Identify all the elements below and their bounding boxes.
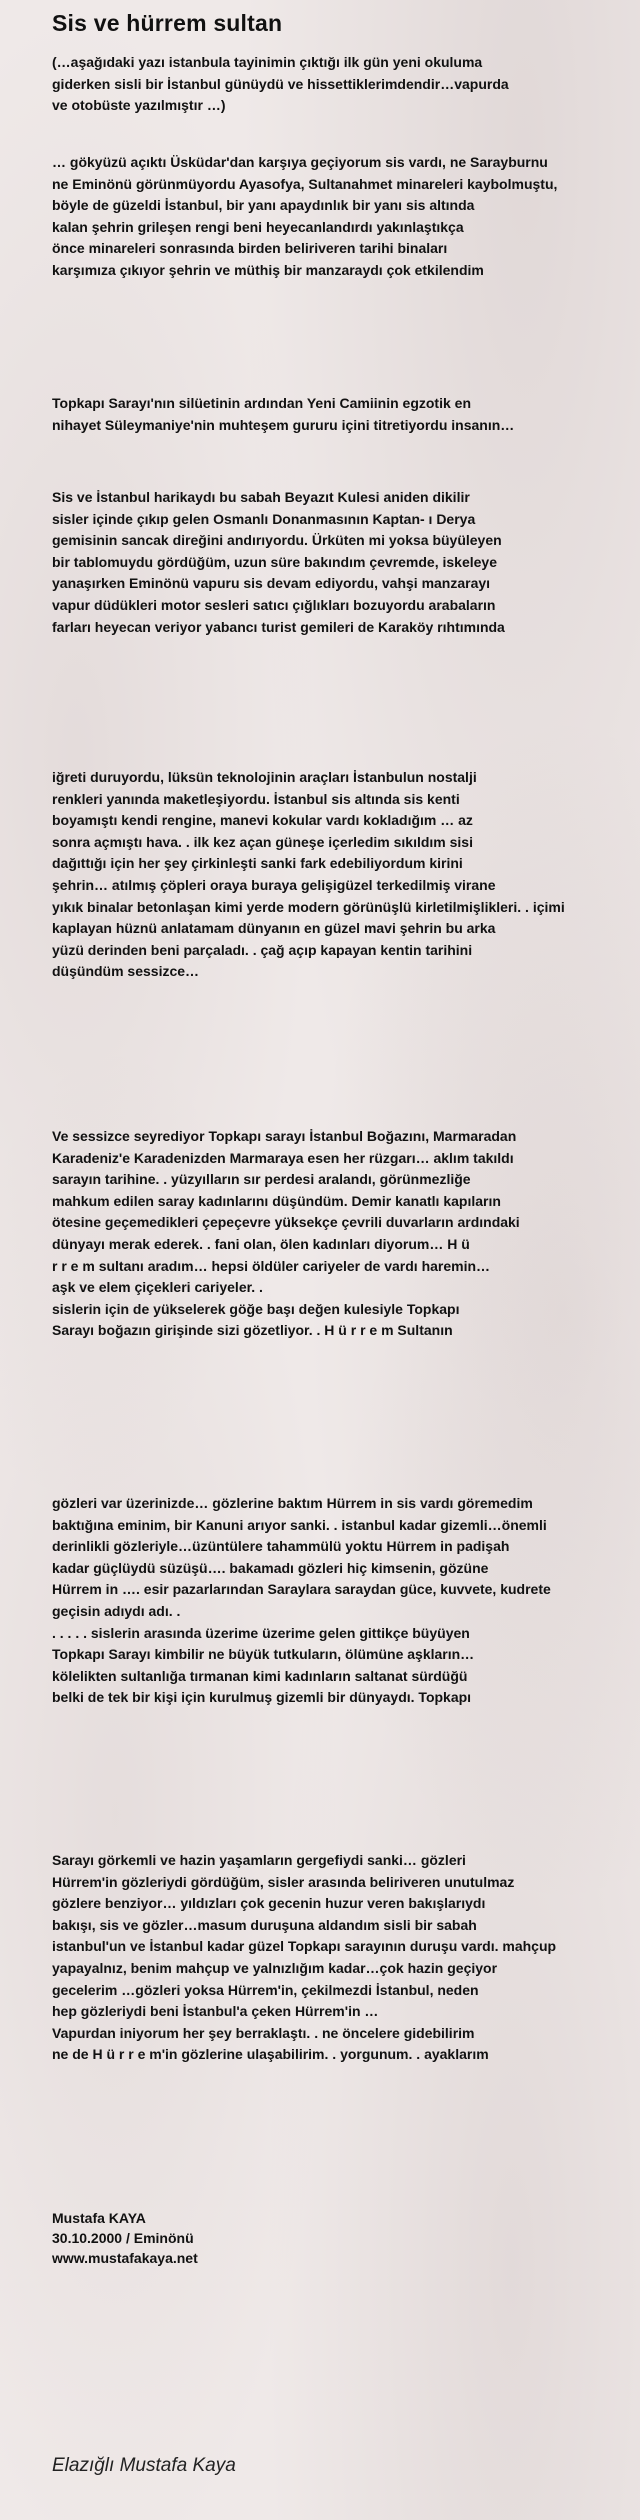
poem-line: bir tablomuydu gördüğüm, uzun süre bakındım çevremde, iskeleye — [52, 553, 497, 570]
poem-line: renkleri yanında maketleşiyordu. İstanbul sis altında sis kenti — [52, 790, 460, 807]
paragraph-ferry — [52, 1850, 640, 2066]
poem-line: . . . . . sislerin arasında üzerime üzerime gelen gittikçe büyüyen — [52, 1624, 470, 1641]
poem-line: sislerin için de yükselerek göğe başı değen kulesiyle Topkapı — [52, 1300, 460, 1317]
poem-line: dağıttığı için her şey çirkinleşti sanki fark edebiliyordum kirini — [52, 855, 463, 872]
date-place: 30.10.2000 / Eminönü — [52, 2230, 194, 2246]
poem-line: ne de H ü r r e m'in gözlerine ulaşabilirim. . yorgunum. . ayaklarım — [52, 2046, 489, 2063]
poem-line: farları heyecan veriyor yabancı turist gemileri de Karaköy rıhtımında — [52, 618, 505, 635]
poem-line: yüzü derinden beni parçaladı. . çağ açıp kapayan kentin tarihini — [52, 941, 473, 958]
poem-line: dünyayı merak ederek. . fani olan, ölen kadınları diyorum… H ü — [52, 1235, 470, 1252]
poem-line: geçisin adıydı adı. . — [52, 1602, 181, 1619]
poem-line: gecelerim …gözleri yoksa Hürrem'in, çekilmezdi İstanbul, neden — [52, 1981, 479, 1998]
poem-line: böyle de güzeldi İstanbul, bir yanı apaydınlık bir yanı sis altında — [52, 197, 475, 214]
poem-line: sarayın tarihine. . yüzyılların sır perdesi aralandı, görünmezliğe — [52, 1171, 471, 1188]
poem-line: kaplayan hüznü anlatamam dünyanın en güzel mavi şehrin bu arka — [52, 920, 496, 937]
poem-line: gözlere benziyor… yıldızları çok gecenin huzur veren bakışlarıydı — [52, 1895, 486, 1912]
poem-line: yapayalnız, benim mahçup ve yalnızlığım kadar…çok hazin geçiyor — [52, 1959, 498, 1976]
poem-line: bakışı, sis ve gözler…masum duruşuna aldandım sisli bir sabah — [52, 1916, 477, 1933]
poem-line: vapur düdükleri motor sesleri satıcı çığlıkları bozuyordu arabaların — [52, 596, 496, 613]
poem-line: Topkapı Sarayı kimbilir ne büyük tutkuların, ölümüne aşkların… — [52, 1646, 475, 1663]
poem-line: ve otobüste yazılmıştır …) — [52, 97, 226, 114]
poem-line: hep gözleriydi beni İstanbul'a çeken Hürrem'in … — [52, 2003, 379, 2020]
poem-line: gözleri var üzerinizde… gözlerine baktım Hürrem in sis vardı göremedim — [52, 1495, 533, 1511]
paragraph-topkapi-palace — [52, 1126, 640, 1342]
poem-line: önce minareleri sonrasında birden beliriveren tarihi binaları — [52, 240, 448, 257]
poem-line: düşündüm sessizce… — [52, 963, 200, 980]
poem-line: gemisinin sancak direğini andırıyordu. Ürküten mi yoksa büyüleyen — [52, 532, 502, 549]
poem-line: kadar güçlüydü süzüşü…. bakamadı gözleri hiç kimsenin, gözüne — [52, 1559, 489, 1576]
poem-line: mahkum edilen saray kadınlarını düşündüm. Demir kanatlı kapıların — [52, 1192, 501, 1209]
poem-line: derinlikli gözleriyle…üzüntülere tahammülü yoktu Hürrem in padişah — [52, 1538, 510, 1555]
poem-line: belki de tek bir kişi için kurulmuş gizemli bir dünyaydı. Topkapı — [52, 1689, 472, 1706]
poem-line: yanaşırken Eminönü vapuru sis devam ediyordu, vahşi manzarayı — [52, 575, 491, 592]
author-name: Mustafa KAYA — [52, 2210, 146, 2226]
paragraph-istanbul-fog — [52, 767, 640, 983]
paragraph-topkapi-silhouette — [52, 393, 640, 436]
poem-line: iğreti duruyordu, lüksün teknolojinin araçları İstanbulun nostalji — [52, 769, 477, 785]
poem-line: kölelikten sultanlığa tırmanan kimi kadınların saltanat sürdüğü — [52, 1667, 468, 1684]
poem-line: karşımıza çıkıyor şehrin ve müthiş bir manzaraydı çok etkilendim — [52, 261, 484, 278]
poem-line: Sis ve İstanbul harikaydı bu sabah Beyazıt Kulesi aniden dikilir — [52, 489, 470, 505]
poem-line: Topkapı Sarayı'nın silüetinin ardından Yeni Camiinin egzotik en — [52, 395, 472, 411]
poem-line: Sarayı boğazın girişinde sizi gözetliyor. . H ü r r e m Sultanın — [52, 1322, 453, 1339]
poem-line: Hürrem in …. esir pazarlarından Saraylara saraydan güce, kuvvete, kudrete — [52, 1581, 551, 1598]
poem-line: baktığına eminim, bir Kanuni arıyor sanki. . istanbul kadar gizemli…önemli — [52, 1516, 547, 1533]
paragraph-hurrem-eyes — [52, 1493, 640, 1709]
poem-line: Sarayı görkemli ve hazin yaşamların gergefiydi sanki… gözleri — [52, 1852, 466, 1868]
poem-line: … gökyüzü açıktı Üsküdar'dan karşıya geçiyorum sis vardı, ne Sarayburnu — [52, 154, 548, 170]
poem-line: giderken sisli bir İstanbul günüydü ve hissettiklerimdendir…vapurda — [52, 75, 509, 92]
poem-line: yıkık binalar betonlaşan kimi yerde modern görünüşlü kirletilmişlikleri. . içimi — [52, 898, 565, 915]
paragraph-beyazit-tower — [52, 487, 640, 638]
poem-line: Karadeniz'e Karadenizden Marmaraya esen her rüzgarı… aklım takıldı — [52, 1149, 514, 1166]
poem-line: kalan şehrin grileşen rengi beni heyecanlandırdı yakınlaştıkça — [52, 218, 464, 235]
paragraph-intro — [52, 52, 640, 117]
poem-line: ne Eminönü görünmüyordu Ayasofya, Sultanahmet minareleri kaybolmuştu, — [52, 175, 558, 192]
poem-line: aşk ve elem çiçekleri cariyeler. . — [52, 1279, 263, 1296]
poem-line: Ve sessizce seyrediyor Topkapı sarayı İstanbul Boğazını, Marmaradan — [52, 1128, 517, 1144]
poem-line: nihayet Süleymaniye'nin muhteşem gururu içini titretiyordu insanın… — [52, 416, 515, 433]
author-website[interactable]: www.mustafakaya.net — [52, 2250, 198, 2266]
poem-line: (…aşağıdaki yazı istanbula tayinimin çıktığı ilk gün yeni okuluma — [52, 54, 483, 70]
signature-block — [52, 2208, 198, 2268]
poem-line: r r e m sultanı aradım… hepsi öldüler cariyeler de vardı haremin… — [52, 1257, 491, 1274]
poem-line: sisler içinde çıkıp gelen Osmanlı Donanmasının Kaptan- ı Derya — [52, 510, 476, 527]
paragraph-uskudar — [52, 152, 640, 282]
poem-line: Hürrem'in gözleriydi gördüğüm, sisler arasında beliriveren unutulmaz — [52, 1873, 515, 1890]
poem-line: sonra açmıştı hava. . ilk kez açan güneşe içerledim sıkıldım sisi — [52, 833, 473, 850]
poem-line: şehrin… atılmış çöpleri oraya buraya gelişigüzel terkedilmiş virane — [52, 876, 496, 893]
poem-line: ötesine geçemedikleri çepeçevre yüksekçe çevrili duvarların ardındaki — [52, 1214, 520, 1231]
poem-line: Vapurdan iniyorum her şey berraklaştı. . ne öncelere gidebilirim — [52, 2024, 475, 2041]
poem-title: Sis ve hürrem sultan — [52, 10, 283, 36]
footer-author-credit: Elazığlı Mustafa Kaya — [52, 2455, 236, 2476]
poem-line: boyamıştı kendi rengine, manevi kokular vardı kokladığım … az — [52, 812, 473, 829]
poem-line: istanbul'un ve İstanbul kadar güzel Topkapı sarayının duruşu vardı. mahçup — [52, 1938, 557, 1955]
